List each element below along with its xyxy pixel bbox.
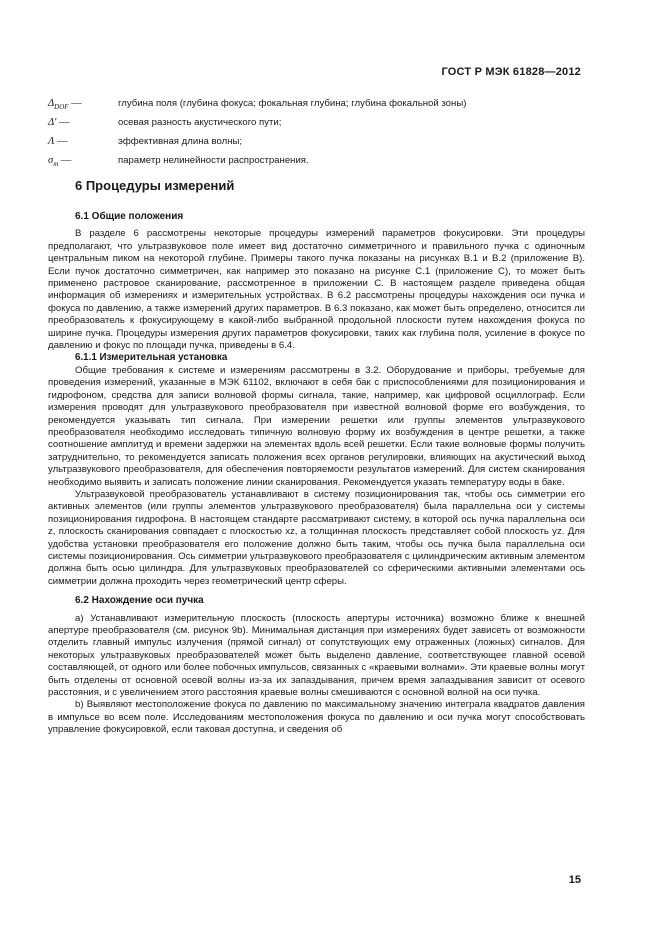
subsection-title: 6.2 Нахождение оси пучка: [75, 595, 204, 607]
definition-item: [48, 94, 588, 113]
definition-text: эффективная длина волны;: [118, 136, 243, 147]
definition-item: [48, 132, 588, 151]
section-title: 6 Процедуры измерений: [75, 178, 235, 193]
definition-item: [48, 151, 588, 170]
paragraph: а) Устанавливают измерительную плоскость (плоскость апертуры источника) возможно ближе к внешней апертуре преобразователя (см. рисунок 9b). Минимальная дистанция при измерениях будет зависеть от возможности отделить главный импульс излучения (прямой сигнал) от сопутствующих ему отраженных (ложных) сигналов. Для некоторых ультразвуковых преобразователей может быть выделено давление, соответствующее главной осевой составляющей, от одного или более побочных импульсов, связанных с «краевыми волнами». Эти краевые волны могут быть отделены от основной осевой волны из-за их запаздывания, причем время запаздывания зависит от осевого расстояния, и с увеличением этого расстояния краевые волны смешиваются с основной волной на оси пучка.: [48, 612, 585, 699]
paragraph: b) Выявляют местоположение фокуса по давлению по максимальному значению интеграла квадратов давления в импульсе во всем поле. Исследованиям местоположения фокуса по давлению и оси пучка могут способствовать управление фокусировкой, если таковая доступна, и сведения об: [48, 699, 585, 736]
definition-text: глубина поля (глубина фокуса; фокальная глубина; глубина фокальной зоны): [118, 98, 467, 109]
paragraph: Общие требования к системе и измерениям рассмотрены в 3.2. Оборудование и приборы, требуемые для проведения измерений, указанные в МЭК 61102, включают в себя бак с приспособлениями для позиционирования и гидрофоном, средства для записи волновой формы сигнала, такие, например, как цифровой осциллограф. Если измерения проводят для ультразвукового преобразователя при известной волновой форме его возбуждения, то рекомендуется указывать тип сигнала. При измерении решетки или группы элементов ультразвукового преобразователя необходимо исследовать типичную волновую форму их возбуждения в центре решетки, а также соотношение амплитуд и времени задержки на элементах вдоль всей решетки. Если такие волновые формы получить затруднительно, то рекомендуется записать положения всех органов регулировки, влияющих на акустический выход ультразвукового преобразователя, для обеспечения повторяемости результатов измерений. Для систем сканирования необходимо выявить и записать положение линии сканирования. Рекомендуется указать температуру воды в баке.: [48, 364, 585, 488]
main-content: [48, 170, 585, 737]
definition-symbol: $\Delta_{DOF}$ —: [48, 98, 82, 112]
definition-item: [48, 113, 588, 132]
paragraph: Ультразвуковой преобразователь устанавливают в систему позиционирования так, чтобы ось симметрии его активных элементов (или группы элементов ультразвукового преобразователя) была параллельна оси y системы позиционирования гидрофона. В настоящем стандарте рассматривают систему, в которой ось пучка параллельна оси z, плоскость сканирования совпадает с плоскостью xz, а толщинная плоскость представляет собой плоскость yz. Для удобства установки преобразователя его положение должно быть таким, чтобы ось пучка была параллельна оси системы позиционирования. Ось симметрии ультразвукового преобразователя с цилиндрическим активным элементом должна быть осью цилиндра. Для ультразвуковых преобразователей со сферическими активными элементами ось симметрии должна проходить через геометрический центр сферы.: [48, 488, 585, 587]
subsubsection-title: 6.1.1 Измерительная установка: [75, 352, 228, 364]
subsection-title: 6.1 Общие положения: [75, 211, 184, 222]
definition-text: параметр нелинейности распространения.: [118, 155, 309, 166]
definition-text: осевая разность акустического пути;: [118, 117, 282, 128]
definitions-list: [48, 94, 588, 170]
standard-header: ГОСТ Р МЭК 61828—2012: [441, 66, 581, 78]
page-number: 15: [568, 874, 581, 886]
definition-symbol: $\sigma_m$ —: [48, 155, 72, 169]
definition-symbol: Λ —: [48, 136, 68, 147]
definition-symbol: Δ′ —: [48, 117, 70, 128]
paragraph: В разделе 6 рассмотрены некоторые процедуры измерений параметров фокусировки. Эти процедуры предполагают, что ультразвуковое поле имеет вид достаточно симметричного и правильного пучка с одиночным центральным пиком на некоторой глубине. Примеры такого пучка показаны на рисунках В.1 и В.2 (приложение В). Если пучок достаточно симметричен, как например это показано на рисунке С.1 (приложение С), то может быть применено растровое сканирование, рассмотренное в приложении С. В настоящем разделе приведена общая информация об измерениях и измерительных устройствах. В 6.2 рассмотрены процедуры нахождения оси пучка и фокуса по давлению, а также измерений других параметров. В 6.3 показано, как может быть определено, относится ли преобразователь к фокусирующему в какой-либо выбранной продольной плоскости путем нахождения фокуса по ширине пучка. Процедуры измерения других параметров фокусировки, таких как глубина поля, усиление в фокусе по давлению и фокус по площади пучка, приведены в 6.4.: [48, 228, 585, 352]
